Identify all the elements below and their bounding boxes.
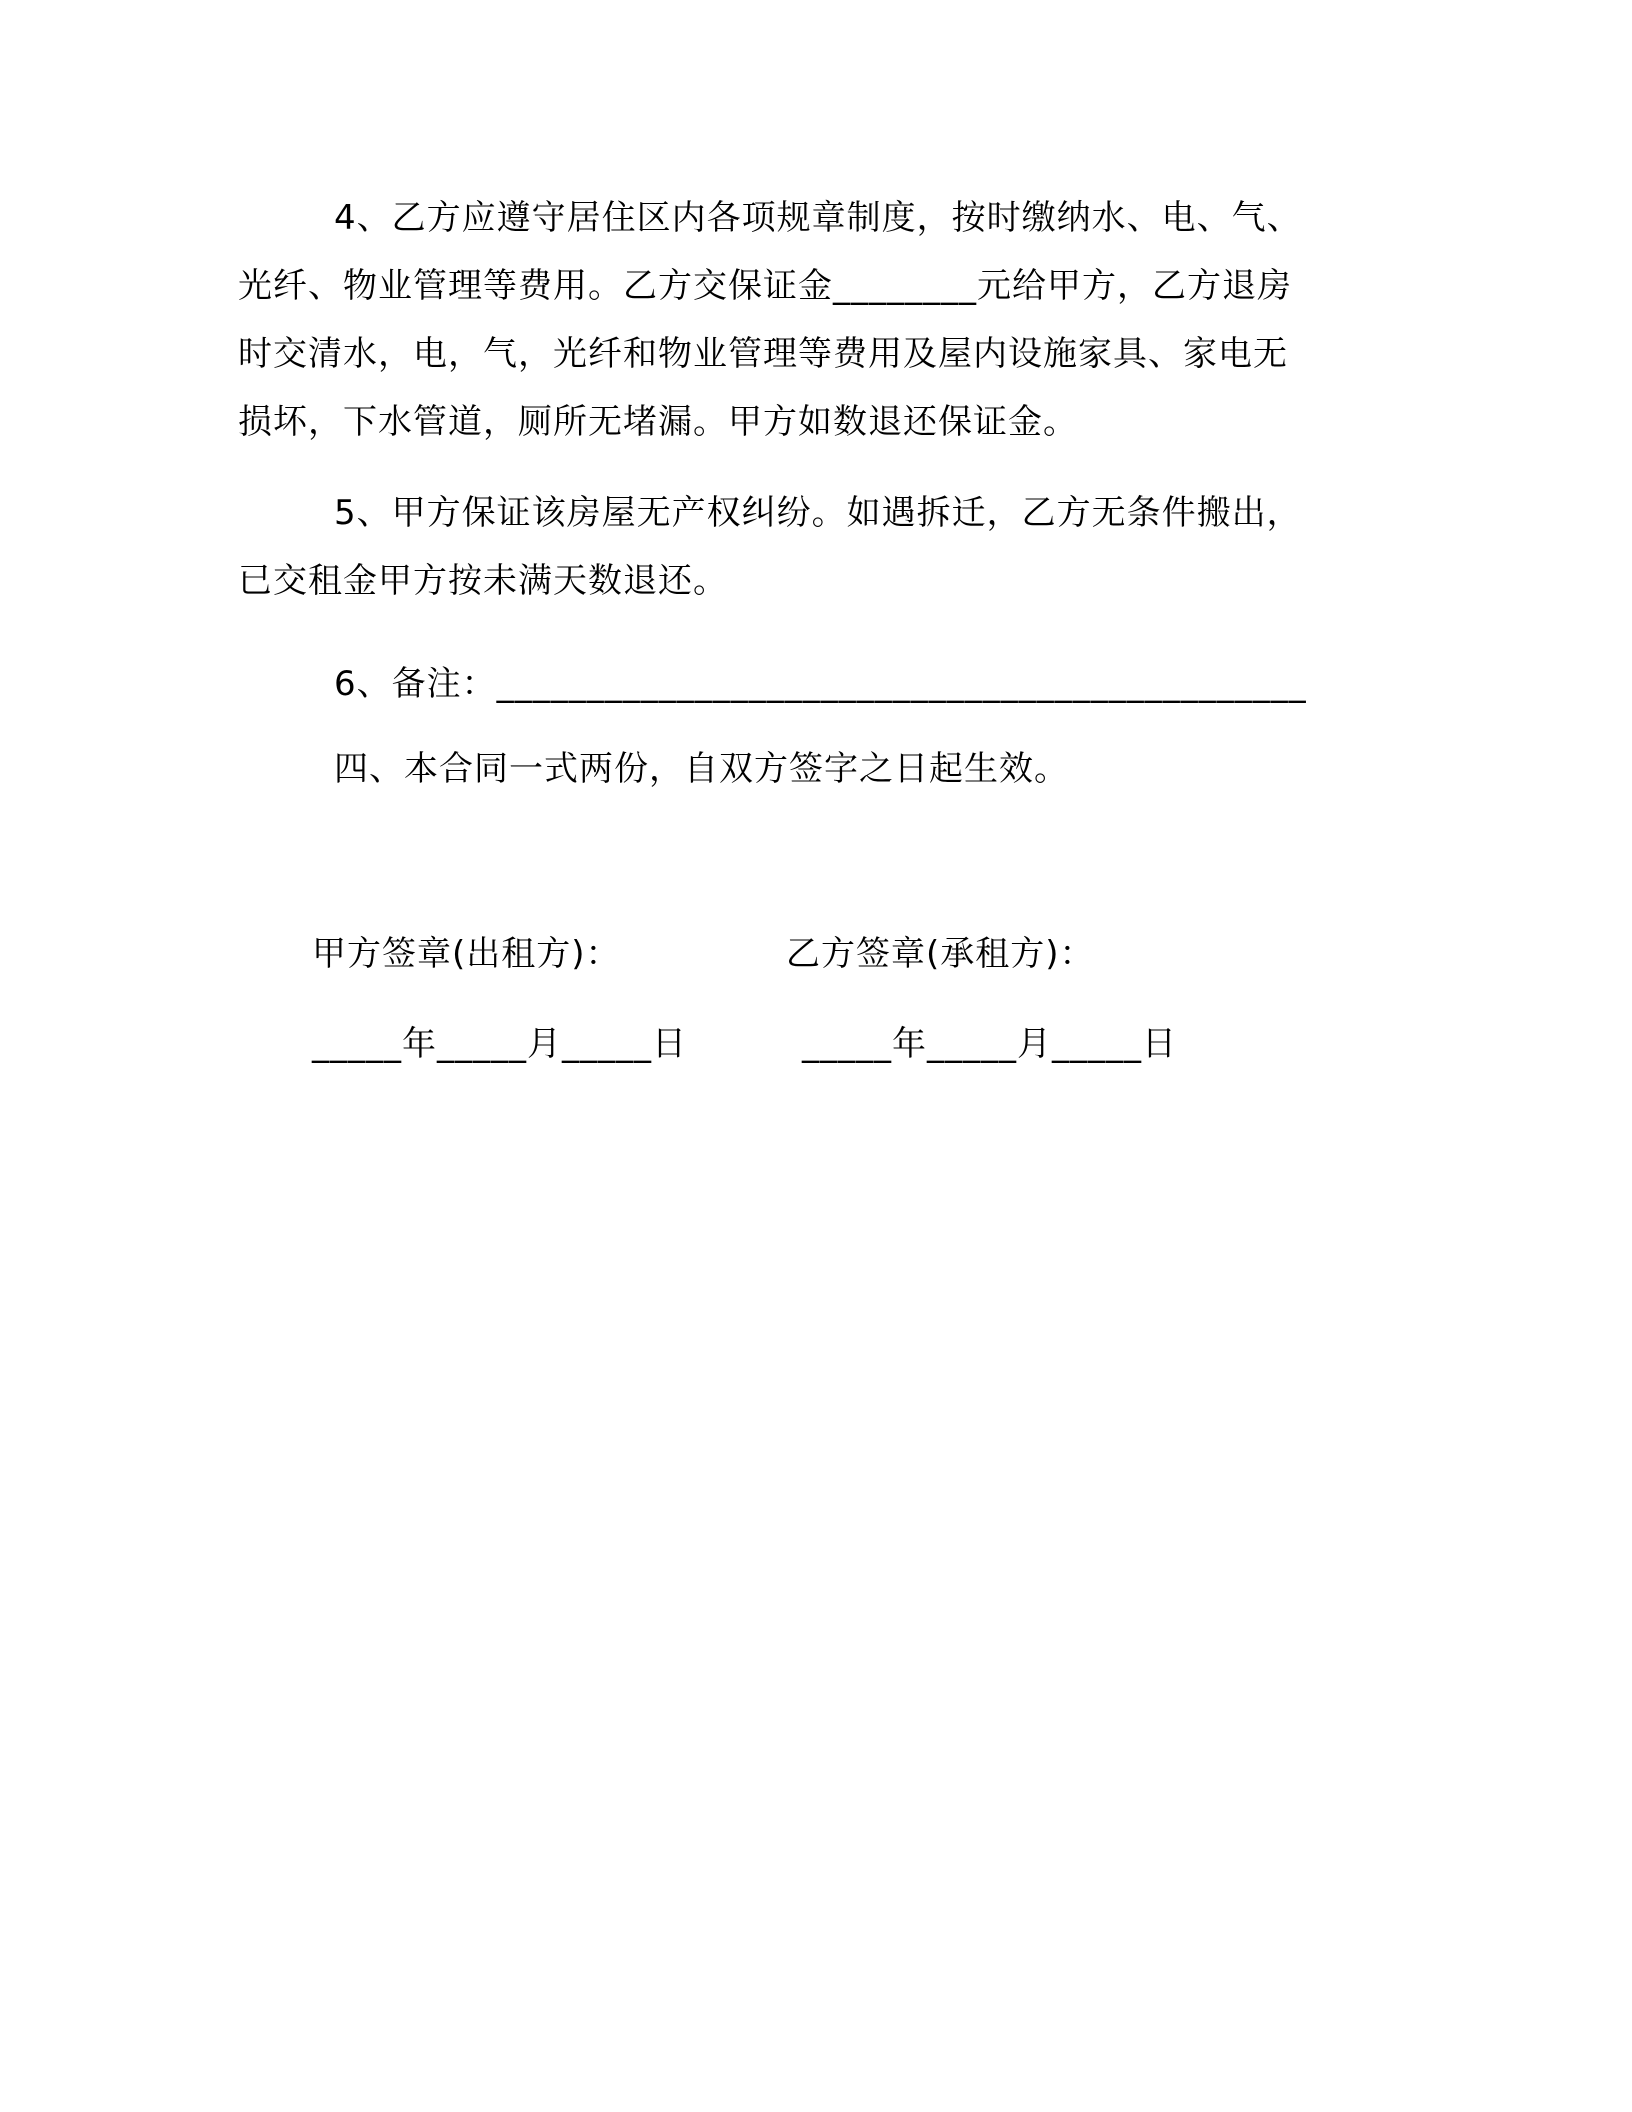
section-4-effect: 四、本合同一式两份，自双方签字之日起生效。 [334, 749, 1069, 789]
clause-5 [238, 479, 1368, 615]
clause-4-line-4: 损坏，下水管道，厕所无堵漏。甲方如数退还保证金。 [238, 402, 1078, 442]
clause-5-line-2: 已交租金甲方按未满天数退还。 [238, 561, 728, 601]
clause-6-remark: 6、备注：_____________________________________________ [334, 664, 1307, 704]
clause-5-line-1: 5、甲方保证该房屋无产权纠纷。如遇拆迁，乙方无条件搬出， [334, 493, 1302, 533]
party-b-signature-label: 乙方签章(承租方)： [786, 934, 1095, 974]
party-a-date-line: _____年_____月_____日 [312, 1024, 687, 1064]
party-b-date-line: _____年_____月_____日 [802, 1024, 1177, 1064]
clause-4-line-1: 4、乙方应遵守居住区内各项规章制度，按时缴纳水、电、气、 [334, 198, 1302, 238]
clause-4 [238, 184, 1368, 456]
clause-4-line-3: 时交清水，电，气，光纤和物业管理等费用及屋内设施家具、家电无 [238, 334, 1288, 374]
clause-4-line-2: 光纤、物业管理等费用。乙方交保证金________元给甲方，乙方退房 [238, 266, 1292, 306]
party-a-signature-label: 甲方签章(出租方)： [312, 934, 621, 974]
